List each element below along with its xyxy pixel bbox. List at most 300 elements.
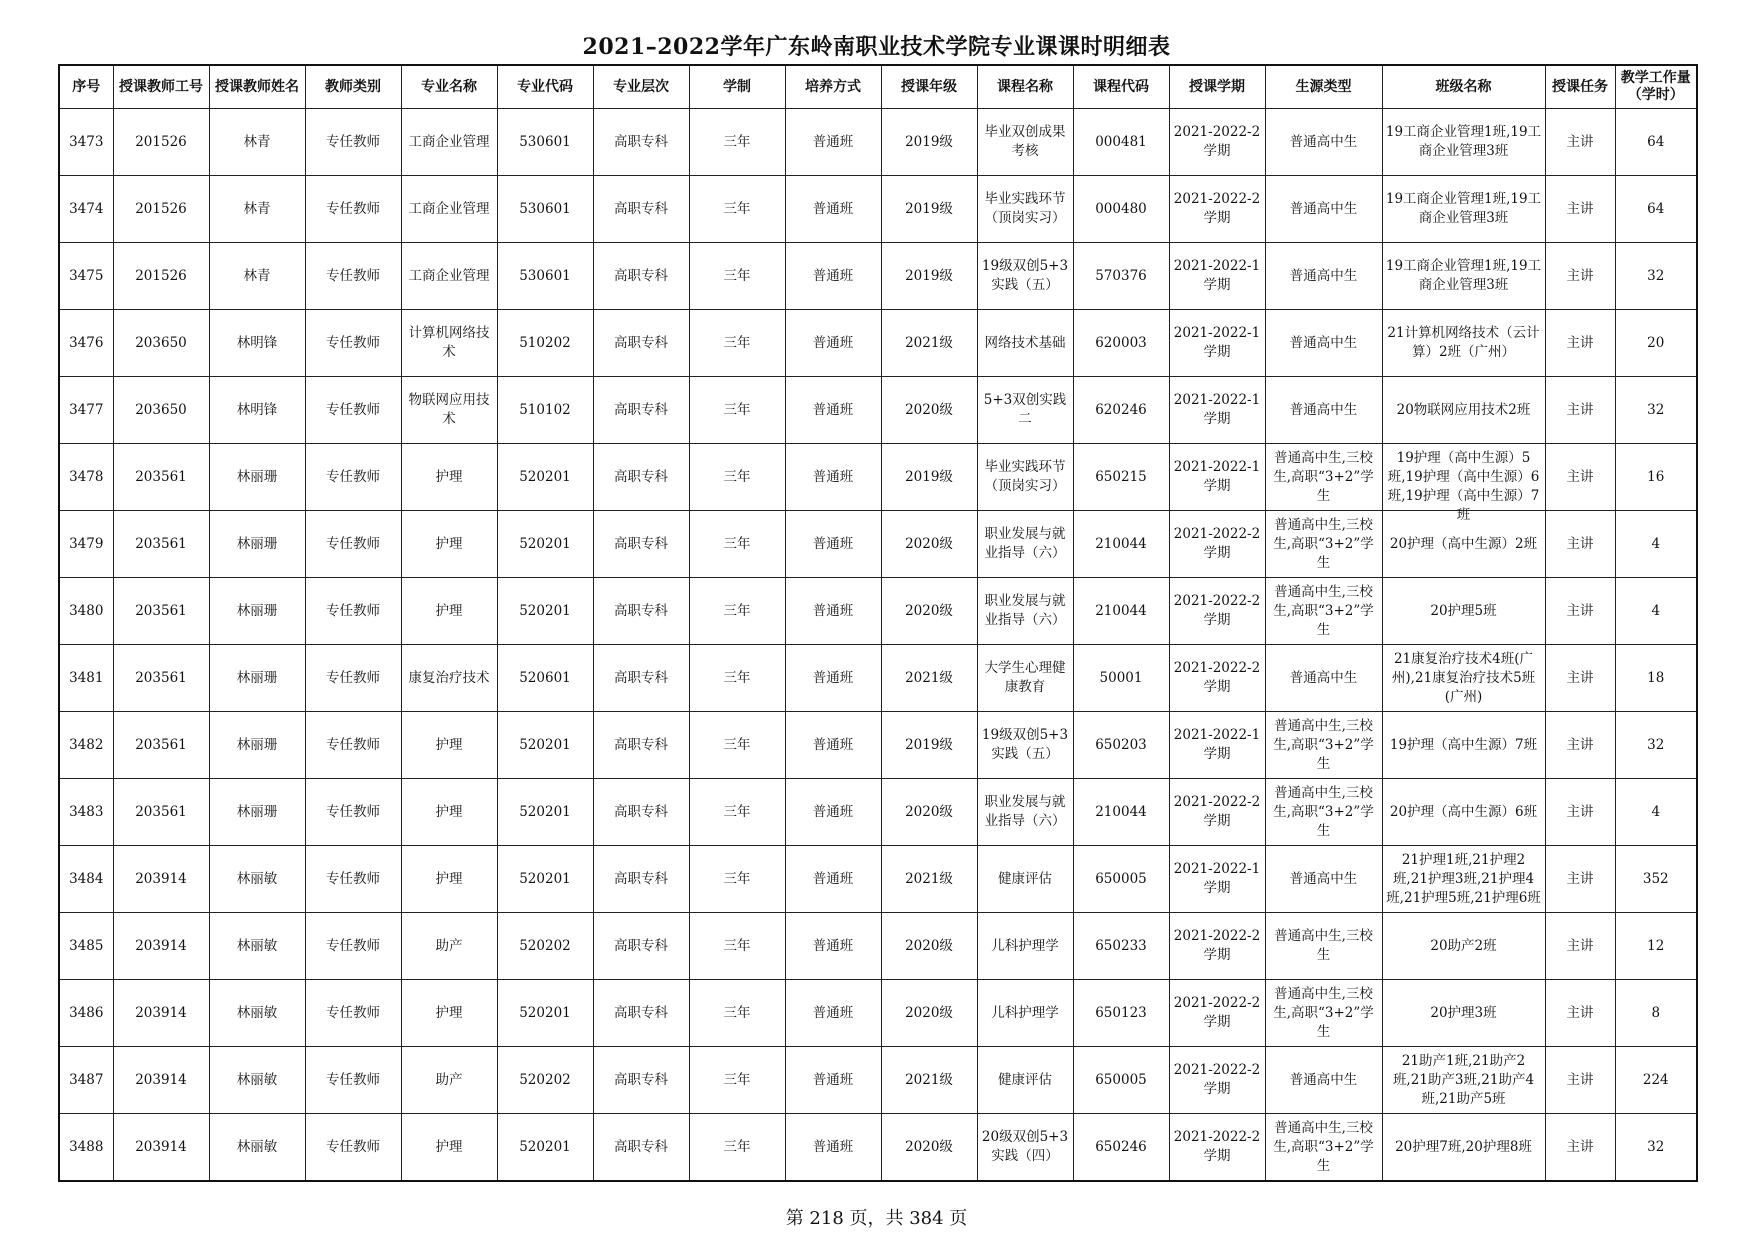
table-cell <box>401 913 497 980</box>
table-cell <box>497 846 593 913</box>
table-cell <box>1545 444 1615 511</box>
table-cell <box>1265 779 1382 846</box>
cell-text: 2021-2022-2学期 <box>1173 660 1261 695</box>
table-cell <box>785 578 881 645</box>
table-cell <box>1615 176 1697 243</box>
cell-text: 3475 <box>69 267 104 284</box>
table-cell <box>1545 779 1615 846</box>
table-cell <box>1615 310 1697 377</box>
cell-text: 32 <box>1647 401 1665 418</box>
cell-text: 高职专科 <box>614 602 668 619</box>
cell-text: 19级双创5+3实践（五） <box>981 258 1069 293</box>
table-cell <box>59 578 113 645</box>
cell-text: 职业发展与就业指导（六） <box>984 593 1066 628</box>
table-cell <box>1265 645 1382 712</box>
table-cell <box>1382 1114 1545 1182</box>
table-cell <box>785 779 881 846</box>
table-cell <box>785 176 881 243</box>
table-cell <box>1265 913 1382 980</box>
cell-text: 203914 <box>135 1138 187 1155</box>
cell-text: 32 <box>1647 1138 1665 1155</box>
table-cell <box>113 1047 209 1114</box>
cell-text: 护理 <box>435 535 463 552</box>
table-cell <box>59 377 113 444</box>
cell-text: 高职专科 <box>614 870 668 887</box>
table-cell <box>305 846 401 913</box>
cell-text: 000481 <box>1095 133 1147 150</box>
table-cell <box>1073 712 1169 779</box>
cell-text: 林丽珊 <box>236 736 278 753</box>
cell-text: 三年 <box>723 468 751 485</box>
table-cell <box>1265 578 1382 645</box>
cell-text: 三年 <box>723 1071 751 1088</box>
cell-text: 2020级 <box>905 1138 953 1155</box>
cell-text: 203650 <box>135 401 187 418</box>
table-cell <box>209 913 305 980</box>
table-cell <box>497 578 593 645</box>
table-cell <box>59 846 113 913</box>
cell-text: 三年 <box>723 200 751 217</box>
table-cell <box>785 913 881 980</box>
table-cell <box>881 109 977 176</box>
cell-text: 203650 <box>135 334 187 351</box>
cell-text: 林丽敏 <box>236 1004 278 1021</box>
table-cell <box>977 712 1073 779</box>
table-cell <box>689 578 785 645</box>
cell-text: 毕业实践环节（顶岗实习） <box>984 191 1066 226</box>
table-cell <box>1073 1047 1169 1114</box>
cell-text: 650005 <box>1095 870 1147 887</box>
table-cell <box>1382 645 1545 712</box>
table-cell <box>1382 176 1545 243</box>
cell-text: 健康评估 <box>998 870 1052 887</box>
cell-text: 570376 <box>1095 267 1147 284</box>
column-header: 授课年级 <box>881 65 977 109</box>
cell-text: 林青 <box>243 267 271 284</box>
cell-text: 4 <box>1651 803 1661 820</box>
table-cell <box>305 176 401 243</box>
cell-text: 林丽敏 <box>236 937 278 954</box>
table-cell <box>1265 980 1382 1047</box>
table-cell <box>1169 846 1265 913</box>
cell-text: 专任教师 <box>326 602 380 619</box>
cell-text: 普通班 <box>812 468 854 485</box>
table-cell <box>401 377 497 444</box>
table-cell <box>593 712 689 779</box>
table-cell <box>1265 109 1382 176</box>
cell-text: 2021-2022-2学期 <box>1173 526 1261 561</box>
table-cell <box>785 511 881 578</box>
cell-text: 224 <box>1642 1071 1669 1088</box>
table-cell <box>1615 846 1697 913</box>
cell-text: 普通高中生,三校生,高职“3+2”学生 <box>1273 784 1374 839</box>
cell-text: 普通高中生,三校生,高职“3+2”学生 <box>1273 1119 1374 1174</box>
table-cell <box>1169 377 1265 444</box>
table-row <box>59 779 1697 846</box>
table-cell <box>1073 913 1169 980</box>
cell-text: 普通班 <box>812 602 854 619</box>
cell-text: 工商企业管理 <box>408 133 490 150</box>
cell-text: 20级双创5+3实践（四） <box>981 1129 1069 1164</box>
column-header: 授课任务 <box>1545 65 1615 109</box>
table-cell <box>1545 712 1615 779</box>
table-cell <box>1073 980 1169 1047</box>
table-row <box>59 109 1697 176</box>
table-cell <box>305 1047 401 1114</box>
table-cell <box>497 109 593 176</box>
cell-text: 2021级 <box>905 669 953 686</box>
cell-text: 650203 <box>1095 736 1147 753</box>
table-cell <box>113 1114 209 1182</box>
table-cell <box>977 846 1073 913</box>
cell-text: 530601 <box>519 133 571 150</box>
cell-text: 高职专科 <box>614 334 668 351</box>
cell-text: 3479 <box>69 535 104 552</box>
table-cell <box>1615 578 1697 645</box>
cell-text: 护理 <box>435 803 463 820</box>
cell-text: 主讲 <box>1566 200 1594 217</box>
cell-text: 护理 <box>435 1004 463 1021</box>
table-cell <box>881 176 977 243</box>
cell-text: 2019级 <box>905 267 953 284</box>
table-cell <box>689 712 785 779</box>
table-cell <box>977 310 1073 377</box>
table-cell <box>209 779 305 846</box>
table-cell <box>59 645 113 712</box>
cell-text: 2021-2022-1学期 <box>1173 861 1261 896</box>
table-cell <box>977 645 1073 712</box>
table-cell <box>497 444 593 511</box>
table-cell <box>209 310 305 377</box>
table-cell <box>1265 1114 1382 1182</box>
cell-text: 林明锋 <box>236 401 278 418</box>
table-cell <box>1615 645 1697 712</box>
cell-text: 主讲 <box>1566 937 1594 954</box>
cell-text: 3486 <box>69 1004 104 1021</box>
cell-text: 林丽敏 <box>236 1138 278 1155</box>
table-cell <box>209 846 305 913</box>
table-cell <box>1615 444 1697 511</box>
table-cell <box>1265 310 1382 377</box>
table-cell <box>689 377 785 444</box>
table-cell <box>305 243 401 310</box>
table-cell <box>209 578 305 645</box>
cell-text: 专任教师 <box>326 334 380 351</box>
cell-text: 三年 <box>723 870 751 887</box>
table-cell <box>497 980 593 1047</box>
cell-text: 2020级 <box>905 401 953 418</box>
cell-text: 普通高中生,三校生,高职“3+2”学生 <box>1273 516 1374 571</box>
cell-text: 203914 <box>135 870 187 887</box>
table-cell <box>305 980 401 1047</box>
cell-text: 工商企业管理 <box>408 200 490 217</box>
table-cell <box>1615 377 1697 444</box>
table-cell <box>113 779 209 846</box>
table-cell <box>1545 645 1615 712</box>
table-cell <box>1169 1114 1265 1182</box>
table-cell <box>977 377 1073 444</box>
cell-text: 3477 <box>69 401 104 418</box>
cell-text: 16 <box>1647 468 1665 485</box>
cell-text: 20护理（高中生源）2班 <box>1389 535 1538 552</box>
cell-text: 2021级 <box>905 334 953 351</box>
cell-text: 620003 <box>1095 334 1147 351</box>
table-cell <box>1615 779 1697 846</box>
table-cell <box>785 1047 881 1114</box>
table-cell <box>59 310 113 377</box>
cell-text: 520201 <box>519 1004 571 1021</box>
cell-text: 专任教师 <box>326 736 380 753</box>
cell-text: 普通班 <box>812 133 854 150</box>
table-row <box>59 1114 1697 1182</box>
cell-text: 职业发展与就业指导（六） <box>984 526 1066 561</box>
table-cell <box>689 243 785 310</box>
cell-text: 203561 <box>135 535 187 552</box>
cell-text: 3478 <box>69 468 104 485</box>
cell-text: 三年 <box>723 401 751 418</box>
cell-text: 普通班 <box>812 1004 854 1021</box>
cell-text: 19护理（高中生源）7班 <box>1389 736 1538 753</box>
table-cell <box>881 846 977 913</box>
table-cell <box>593 578 689 645</box>
cell-text: 普通班 <box>812 937 854 954</box>
table-cell <box>881 980 977 1047</box>
cell-text: 203561 <box>135 803 187 820</box>
table-cell <box>497 1114 593 1182</box>
table-cell <box>59 511 113 578</box>
table-cell <box>593 243 689 310</box>
cell-text: 林丽珊 <box>236 669 278 686</box>
cell-text: 210044 <box>1095 535 1147 552</box>
table-cell <box>1615 511 1697 578</box>
cell-text: 职业发展与就业指导（六） <box>984 794 1066 829</box>
cell-text: 林丽珊 <box>236 468 278 485</box>
table-cell <box>305 310 401 377</box>
table-cell <box>689 779 785 846</box>
table-cell <box>1169 511 1265 578</box>
cell-text: 普通高中生 <box>1289 669 1358 686</box>
table-cell <box>113 176 209 243</box>
table-cell <box>305 645 401 712</box>
table-row <box>59 846 1697 913</box>
cell-text: 专任教师 <box>326 133 380 150</box>
column-header: 生源类型 <box>1265 65 1382 109</box>
table-cell <box>59 444 113 511</box>
cell-text: 2020级 <box>905 535 953 552</box>
cell-text: 3474 <box>69 200 104 217</box>
cell-text: 高职专科 <box>614 267 668 284</box>
table-cell <box>1615 243 1697 310</box>
cell-text: 高职专科 <box>614 1071 668 1088</box>
cell-text: 20护理（高中生源）6班 <box>1389 803 1538 820</box>
cell-text: 护理 <box>435 736 463 753</box>
cell-text: 21助产1班,21助产2班,21助产3班,21助产4班,21助产5班 <box>1392 1052 1535 1107</box>
cell-text: 三年 <box>723 736 751 753</box>
table-cell <box>881 377 977 444</box>
cell-text: 2021级 <box>905 870 953 887</box>
cell-text: 520201 <box>519 736 571 753</box>
table-cell <box>59 779 113 846</box>
cell-text: 儿科护理学 <box>991 937 1059 954</box>
cell-text: 三年 <box>723 1138 751 1155</box>
table-cell <box>593 779 689 846</box>
table-cell <box>1073 377 1169 444</box>
cell-text: 650005 <box>1095 1071 1147 1088</box>
cell-text: 2021-2022-2学期 <box>1173 1129 1261 1164</box>
table-cell <box>1615 712 1697 779</box>
table-cell <box>1073 310 1169 377</box>
table-cell <box>1382 109 1545 176</box>
cell-text: 高职专科 <box>614 669 668 686</box>
table-cell <box>209 444 305 511</box>
table-cell <box>1545 913 1615 980</box>
table-cell <box>977 779 1073 846</box>
page-title: 2021–2022学年广东岭南职业技术学院专业课课时明细表 <box>582 34 1171 60</box>
table-cell <box>881 1047 977 1114</box>
table-cell <box>497 377 593 444</box>
cell-text: 2020级 <box>905 1004 953 1021</box>
cell-text: 普通高中生 <box>1289 401 1358 418</box>
table-cell <box>209 980 305 1047</box>
cell-text: 520201 <box>519 870 571 887</box>
cell-text: 64 <box>1647 200 1665 217</box>
cell-text: 主讲 <box>1566 1071 1594 1088</box>
cell-text: 2021-2022-2学期 <box>1173 124 1261 159</box>
cell-text: 20护理7班,20护理8班 <box>1395 1138 1532 1155</box>
cell-text: 21护理1班,21护理2班,21护理3班,21护理4班,21护理5班,21护理6班 <box>1386 851 1541 906</box>
cell-text: 普通班 <box>812 803 854 820</box>
cell-text: 21康复治疗技术4班(广州),21康复治疗技术5班(广州) <box>1391 650 1536 705</box>
cell-text: 2019级 <box>905 468 953 485</box>
table-cell <box>401 109 497 176</box>
table-cell <box>1615 980 1697 1047</box>
table-cell <box>1073 511 1169 578</box>
cell-text: 203561 <box>135 736 187 753</box>
cell-text: 普通班 <box>812 669 854 686</box>
table-cell <box>1169 444 1265 511</box>
cell-text: 主讲 <box>1566 602 1594 619</box>
cell-text: 32 <box>1647 736 1665 753</box>
table-cell <box>977 444 1073 511</box>
table-cell <box>401 980 497 1047</box>
cell-text: 专任教师 <box>326 669 380 686</box>
table-row <box>59 176 1697 243</box>
cell-text: 2021-2022-2学期 <box>1173 593 1261 628</box>
cell-text: 20物联网应用技术2班 <box>1396 401 1531 418</box>
cell-text: 210044 <box>1095 803 1147 820</box>
table-cell <box>59 913 113 980</box>
table-cell <box>1545 243 1615 310</box>
cell-text: 高职专科 <box>614 736 668 753</box>
table-cell <box>401 578 497 645</box>
cell-text: 普通班 <box>812 334 854 351</box>
cell-text: 19工商企业管理1班,19工商企业管理3班 <box>1385 191 1542 226</box>
cell-text: 520201 <box>519 803 571 820</box>
table-cell <box>209 712 305 779</box>
table-cell <box>1169 980 1265 1047</box>
table-cell <box>1169 310 1265 377</box>
cell-text: 林丽敏 <box>236 870 278 887</box>
cell-text: 2021-2022-2学期 <box>1173 1062 1261 1097</box>
table-cell <box>689 444 785 511</box>
cell-text: 普通班 <box>812 870 854 887</box>
cell-text: 高职专科 <box>614 803 668 820</box>
table-cell <box>209 176 305 243</box>
cell-text: 高职专科 <box>614 401 668 418</box>
table-cell <box>593 109 689 176</box>
table-cell <box>497 243 593 310</box>
table-cell <box>113 243 209 310</box>
table-cell <box>785 980 881 1047</box>
table-cell <box>209 1047 305 1114</box>
column-header: 授课学期 <box>1169 65 1265 109</box>
table-cell <box>977 913 1073 980</box>
table-cell <box>305 511 401 578</box>
cell-text: 203561 <box>135 669 187 686</box>
table-cell <box>1169 712 1265 779</box>
cell-text: 专任教师 <box>326 468 380 485</box>
cell-text: 专任教师 <box>326 535 380 552</box>
table-cell <box>1169 578 1265 645</box>
cell-text: 高职专科 <box>614 1138 668 1155</box>
cell-text: 8 <box>1651 1004 1661 1021</box>
cell-text: 主讲 <box>1566 535 1594 552</box>
column-header: 培养方式 <box>785 65 881 109</box>
table-cell <box>689 109 785 176</box>
cell-text: 2020级 <box>905 803 953 820</box>
cell-text: 护理 <box>435 602 463 619</box>
cell-text: 助产 <box>435 937 463 954</box>
cell-text: 主讲 <box>1566 736 1594 753</box>
table-cell <box>305 712 401 779</box>
table-cell <box>113 578 209 645</box>
column-header: 授课教师工号 <box>113 65 209 109</box>
table-row <box>59 913 1697 980</box>
table-cell <box>593 846 689 913</box>
cell-text: 康复治疗技术 <box>408 669 490 686</box>
cell-text: 普通班 <box>812 736 854 753</box>
table-cell <box>1265 1047 1382 1114</box>
cell-text: 520601 <box>519 669 571 686</box>
cell-text: 普通高中生 <box>1289 1071 1358 1088</box>
cell-text: 主讲 <box>1566 468 1594 485</box>
column-header: 教师类别 <box>305 65 401 109</box>
table-cell <box>881 913 977 980</box>
table-cell <box>1545 980 1615 1047</box>
cell-text: 三年 <box>723 334 751 351</box>
cell-text: 520201 <box>519 468 571 485</box>
table-cell <box>209 1114 305 1182</box>
table-cell <box>113 645 209 712</box>
cell-text: 2020级 <box>905 602 953 619</box>
table-cell <box>1169 1047 1265 1114</box>
table-cell <box>1615 1114 1697 1182</box>
cell-text: 2021-2022-1学期 <box>1173 392 1261 427</box>
table-cell <box>1073 444 1169 511</box>
cell-text: 19护理（高中生源）5班,19护理（高中生源）6班,19护理（高中生源）7班 <box>1387 449 1540 523</box>
cell-text: 20护理3班 <box>1430 1004 1497 1021</box>
table-cell <box>401 846 497 913</box>
cell-text: 主讲 <box>1566 401 1594 418</box>
cell-text: 专任教师 <box>326 1071 380 1088</box>
table-cell <box>113 310 209 377</box>
cell-text: 201526 <box>135 133 187 150</box>
table-cell <box>401 1047 497 1114</box>
column-header: 专业层次 <box>593 65 689 109</box>
cell-text: 普通高中生,三校生 <box>1274 928 1373 963</box>
cell-text: 普通班 <box>812 267 854 284</box>
table-cell <box>977 578 1073 645</box>
